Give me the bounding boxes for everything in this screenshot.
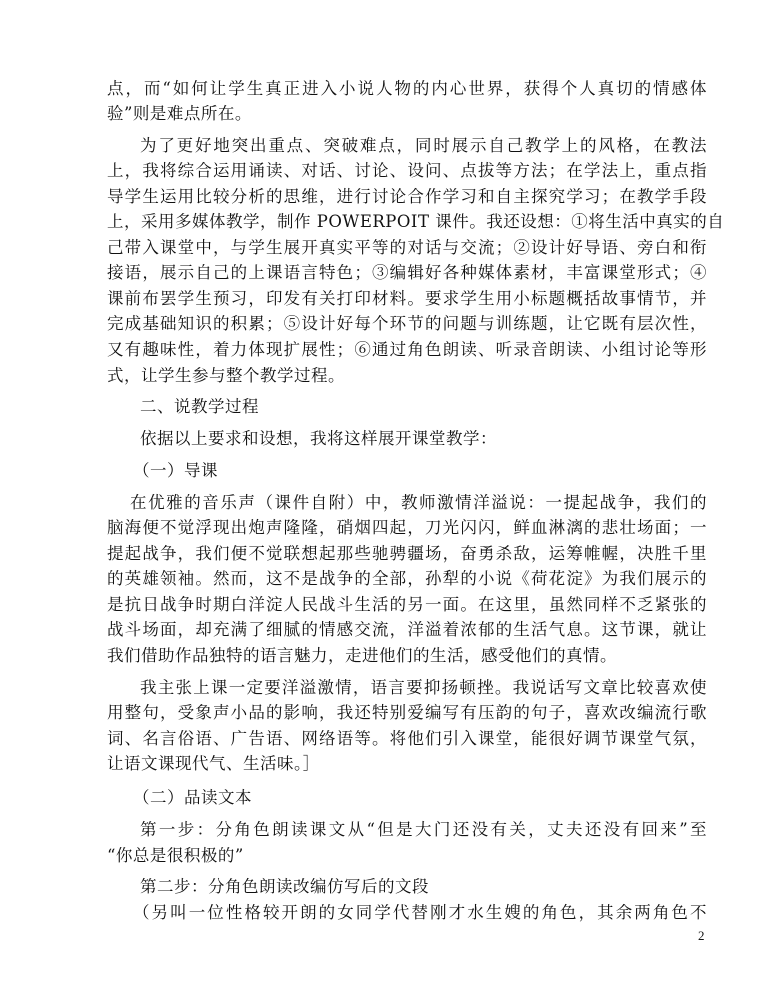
text-line: 第一步：分角色朗读课文从“但是大门还没有关，丈夫还没有回来”至 (140, 820, 707, 839)
text-line: 的英雄领袖。然而，这不是战争的全部，孙犁的小说《荷花淀》为我们展示的 (107, 569, 707, 588)
text-line: 课前布罢学生预习，印发有关打印材料。要求学生用小标题概括故事情节，并 (107, 289, 707, 308)
subsection-heading: （二）品读文本 (133, 788, 252, 807)
section-heading: 二、说教学过程 (140, 397, 259, 416)
text-line: 用整句，受象声小品的影响，我还特别爱编写有压韵的句子，喜欢改编流行歌 (107, 703, 707, 722)
text-line: 式，让学生参与整个教学过程。 (107, 366, 345, 385)
text-line: 为了更好地突出重点、突破难点，同时展示自己教学上的风格，在教法 (140, 136, 707, 155)
page-number: 2 (698, 928, 705, 943)
text-line: 又有趣味性，着力体现扩展性；⑥通过角色朗读、听录音朗读、小组讨论等形 (107, 340, 707, 359)
text-line: 验”则是难点所在。 (107, 104, 252, 123)
text-line: 第二步：分角色朗读改编仿写后的文段 (140, 877, 429, 896)
text-line: 脑海便不觉浮现出炮声隆隆，硝烟四起，刀光闪闪，鲜血淋漓的悲壮场面；一 (107, 518, 707, 537)
text-line: 依据以上要求和设想，我将这样展开课堂教学： (140, 429, 497, 448)
text-line: 己带入课堂中，与学生展开真实平等的对话与交流；②设计好导语、旁白和衔 (107, 238, 707, 257)
text-line: “你总是很积极的” (107, 846, 244, 865)
text-line: 在优雅的音乐声（课件自附）中，教师激情洋溢说：一提起战争，我们的 (130, 493, 707, 512)
text-line: 提起战争，我们便不觉联想起那些驰骋疆场，奋勇杀敌，运筹帷幄，决胜千里 (107, 544, 707, 563)
text-line: 让语文课现代气、生活味。］ (107, 754, 320, 773)
text-line: 是抗日战争时期白洋淀人民战斗生活的另一面。在这里，虽然同样不乏紧张的 (107, 595, 707, 614)
text-line: 我主张上课一定要洋溢激情，语言要抑扬顿挫。我说话写文章比较喜欢使 (140, 678, 707, 697)
text-line: 导学生运用比较分析的思维，进行讨论合作学习和自主探究学习；在教学手段 (107, 187, 707, 206)
text-line: 完成基础知识的积累；⑤设计好每个环节的问题与训练题，让它既有层次性， (107, 314, 707, 333)
text-line: 点，而“如何让学生真正进入小说人物的内心世界，获得个人真切的情感体 (107, 79, 707, 98)
text-line: 接语，展示自己的上课语言特色；③编辑好各种媒体素材，丰富课堂形式；④ (107, 263, 707, 282)
text-line: （另叫一位性格较开朗的女同学代替刚才水生嫂的角色，其余两角色不 (133, 903, 707, 922)
text-line: 词、名言俗语、广告语、网络语等。将他们引入课堂，能很好调节课堂气氛， (107, 729, 707, 748)
text-line: 上，我将综合运用诵读、对话、讨论、设问、点拔等方法；在学法上，重点指 (107, 161, 707, 180)
text-line: 战斗场面，却充满了细腻的情感交流，洋溢着浓郁的生活气息。这节课，就让 (107, 620, 707, 639)
text-line: 我们借助作品独特的语言魅力，走进他们的生活，感受他们的真情。 (107, 646, 617, 665)
subsection-heading: （一）导课 (133, 461, 218, 480)
text-line: 上，采用多媒体教学，制作 POWERPOIT 课件。我还设想：①将生活中真实的自 (107, 212, 725, 231)
